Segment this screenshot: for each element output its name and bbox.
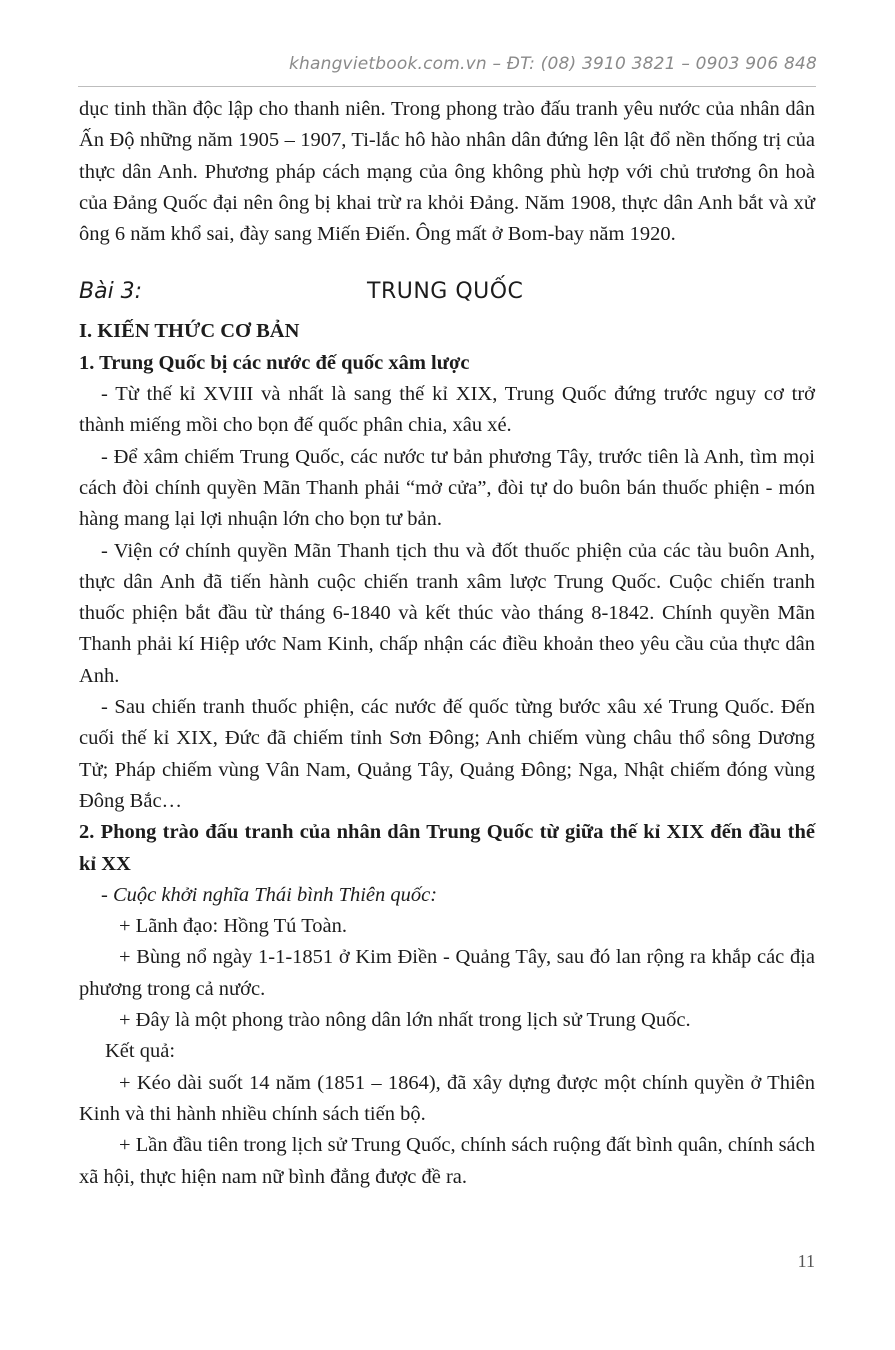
paragraph: - Để xâm chiếm Trung Quốc, các nước tư bản phương Tây, trước tiên là Anh, tìm mọi cách đòi chính quyền Mãn Thanh phải “mở cửa”, đòi tự do buôn bán thuốc phiện - món hàng mang lại lợi nhuận lớn cho bọn tư bản. [79,445,815,531]
bullet-point: + Lần đầu tiên trong lịch sử Trung Quốc, chính sách ruộng đất bình quân, chính sách xã hội, thực hiện nam nữ bình đẳng được đề ra. [79,1134,815,1188]
header-rule [78,86,816,87]
bullet-point: + Kéo dài suốt 14 năm (1851 – 1864), đã xây dựng được một chính quyền ở Thiên Kinh và thi hành nhiều chính sách tiến bộ. [79,1071,815,1125]
paragraph: - Sau chiến tranh thuốc phiện, các nước đế quốc từng bước xâu xé Trung Quốc. Đến cuối thế kỉ XIX, Đức đã chiếm tỉnh Sơn Đông; Anh chiếm vùng châu thổ sông Dương Tử; Pháp chiếm vùng Vân Nam, Quảng Tây, Quảng Đông; Nga, Nhật chiếm đóng vùng Đông Bắc… [79,696,815,812]
paragraph: - Từ thế kỉ XVIII và nhất là sang thế kỉ XIX, Trung Quốc đứng trước nguy cơ trở thành miếng mồi cho bọn đế quốc phân chia, xâu xé. [79,383,815,437]
bullet-point: + Bùng nổ ngày 1-1-1851 ở Kim Điền - Quảng Tây, sau đó lan rộng ra khắp các địa phương trong cả nước. [79,946,815,1000]
lesson-title: TRUNG QUỐC [367,279,524,305]
page-number: 11 [797,1251,815,1271]
intro-paragraph: dục tinh thần độc lập cho thanh niên. Trong phong trào đấu tranh yêu nước của nhân dân Ấn Độ những năm 1905 – 1907, Ti-lắc hô hào nhân dân đứng lên lật đổ nền thống trị của thực dân Anh. Phương pháp cách mạng của ông không phù hợp với chủ trương ôn hoà của Đảng Quốc đại nên ông bị khai trừ ra khỏi Đảng. Năm 1908, thực dân Anh bắt và xử ông 6 năm khổ sai, đày sang Miến Điến. Ông mất ở Bom-bay năm 1920. [79,98,815,246]
page-header: khangvietbook.com.vn – ĐT: (08) 3910 3821 – 0903 906 848 [288,54,817,74]
result-label: Kết quả: [105,1040,176,1063]
lesson-number: Bài 3: [79,279,143,305]
sub-heading-1: 1. Trung Quốc bị các nước đế quốc xâm lược [79,351,470,374]
page-body [79,94,815,1193]
uprising-label: - Cuộc khởi nghĩa Thái bình Thiên quốc: [101,883,438,906]
bullet-point: + Đây là một phong trào nông dân lớn nhất trong lịch sử Trung Quốc. [119,1009,691,1032]
bullet-point: + Lãnh đạo: Hồng Tú Toàn. [119,915,348,938]
paragraph: - Viện cớ chính quyền Mãn Thanh tịch thu và đốt thuốc phiện của các tàu buôn Anh, thực dân Anh đã tiến hành cuộc chiến tranh xâm lược Trung Quốc. Cuộc chiến tranh thuốc phiện bắt đầu từ tháng 6-1840 và kết thúc vào tháng 8-1842. Chính quyền Mãn Thanh phải kí Hiệp ước Nam Kinh, chấp nhận các điều khoản theo yêu cầu của thực dân Anh. [79,539,815,687]
section-heading: I. KIẾN THỨC CƠ BẢN [79,320,300,343]
sub-heading-2: 2. Phong trào đấu tranh của nhân dân Trung Quốc từ giữa thế kỉ XIX đến đầu thế kỉ XX [79,821,815,875]
lesson-heading [79,270,815,314]
